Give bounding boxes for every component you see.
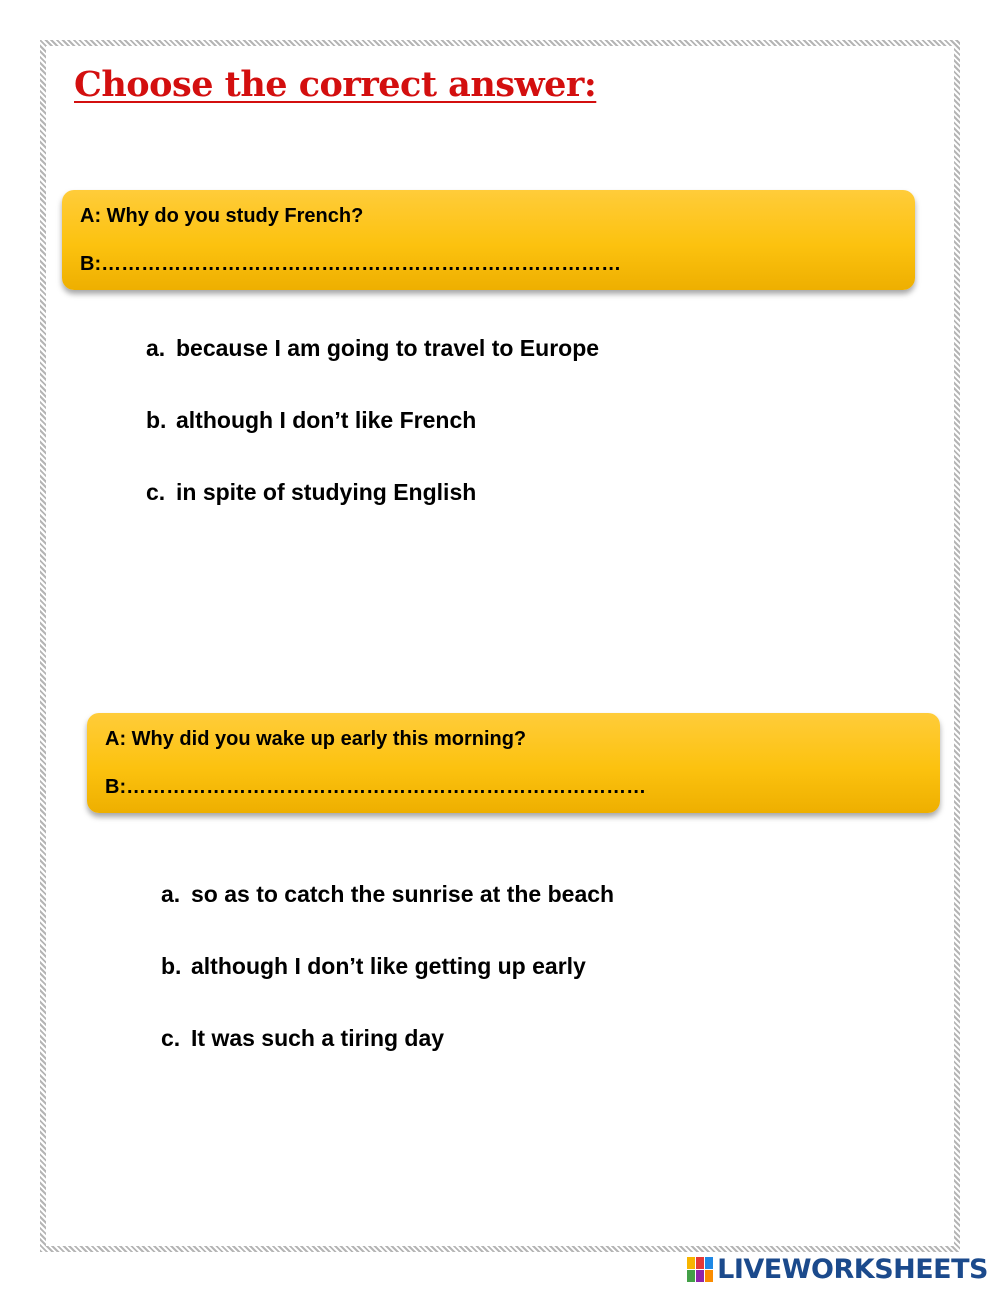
- option-text: because I am going to travel to Europe: [176, 335, 600, 361]
- logo-block: [705, 1270, 713, 1282]
- question-1-option-a[interactable]: [146, 335, 599, 407]
- question-1-options: [146, 335, 599, 551]
- option-letter: a.: [146, 335, 166, 361]
- question-2-prompt: A: Why did you wake up early this morning?: [105, 728, 527, 750]
- question-box-2: [87, 713, 940, 813]
- question-1-answer-line[interactable]: B:……………………………………………………………………: [80, 253, 622, 275]
- liveworksheets-logo-text: LIVEWORKSHEETS: [717, 1254, 988, 1285]
- question-2-option-c[interactable]: [161, 1025, 614, 1097]
- logo-block: [696, 1257, 704, 1269]
- liveworksheets-logo-icon: [687, 1257, 713, 1282]
- liveworksheets-logo: [687, 1254, 988, 1285]
- option-text: although I don’t like French: [176, 407, 477, 433]
- worksheet-title: Choose the correct answer:: [74, 64, 597, 105]
- logo-block: [705, 1257, 713, 1269]
- question-2-options: [161, 881, 614, 1097]
- option-letter: b.: [146, 407, 167, 433]
- option-text: so as to catch the sunrise at the beach: [191, 881, 615, 907]
- option-text: although I don’t like getting up early: [191, 953, 586, 979]
- logo-block: [687, 1257, 695, 1269]
- logo-block: [687, 1270, 695, 1282]
- option-letter: a.: [161, 881, 181, 907]
- question-1-option-c[interactable]: [146, 479, 599, 551]
- question-2-option-a[interactable]: [161, 881, 614, 953]
- option-text: in spite of studying English: [176, 479, 477, 505]
- question-2-option-b[interactable]: [161, 953, 614, 1025]
- logo-block: [696, 1270, 704, 1282]
- question-box-1: [62, 190, 915, 290]
- option-text: It was such a tiring day: [191, 1025, 445, 1051]
- option-letter: b.: [161, 953, 182, 979]
- option-letter: c.: [161, 1025, 181, 1051]
- question-2-answer-line[interactable]: B:……………………………………………………………………: [105, 776, 647, 798]
- question-1-option-b[interactable]: [146, 407, 599, 479]
- option-letter: c.: [146, 479, 166, 505]
- question-1-prompt: A: Why do you study French?: [80, 205, 364, 227]
